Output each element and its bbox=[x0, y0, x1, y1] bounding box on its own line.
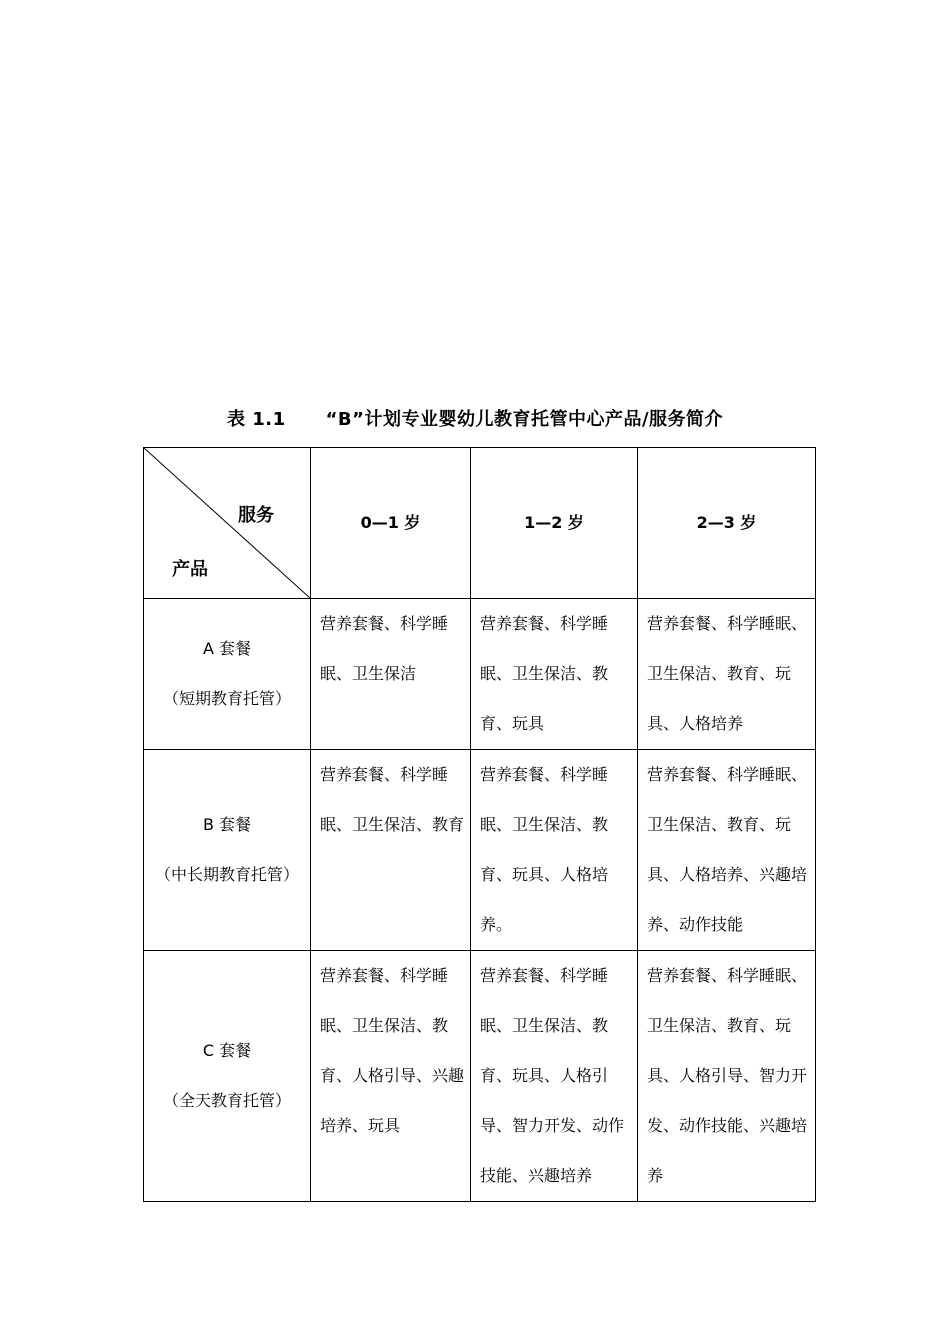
package-name: B 套餐 bbox=[202, 815, 252, 834]
corner-label-service: 服务 bbox=[238, 505, 274, 526]
column-header-age-1-2: 1—2 岁 bbox=[471, 448, 638, 599]
service-cell: 营养套餐、科学睡眠、卫生保洁、教育 bbox=[311, 750, 471, 951]
table-caption bbox=[0, 405, 950, 431]
service-cell: 营养套餐、科学睡眠、卫生保洁、教育、玩具 bbox=[471, 599, 638, 750]
package-subtitle: （中长期教育托管） bbox=[154, 865, 299, 884]
header-row bbox=[144, 448, 816, 599]
table-title: “B”计划专业婴幼儿教育托管中心产品/服务简介 bbox=[325, 409, 724, 430]
service-cell: 营养套餐、科学睡眠、卫生保洁、教育、人格引导、兴趣培养、玩具 bbox=[311, 951, 471, 1202]
package-name: C 套餐 bbox=[202, 1041, 252, 1060]
package-cell-b bbox=[144, 750, 311, 951]
table-row bbox=[144, 599, 816, 750]
table-number: 表 1.1 bbox=[226, 409, 286, 430]
service-cell: 营养套餐、科学睡眠、卫生保洁、教育、玩具、人格培养 bbox=[638, 599, 816, 750]
package-cell-c bbox=[144, 951, 311, 1202]
column-header-age-2-3: 2—3 岁 bbox=[638, 448, 816, 599]
service-cell: 营养套餐、科学睡眠、卫生保洁、教育、玩具、人格引导、智力开发、动作技能、兴趣培养 bbox=[638, 951, 816, 1202]
service-table bbox=[143, 447, 816, 1202]
diagonal-line bbox=[144, 448, 310, 598]
service-cell: 营养套餐、科学睡眠、卫生保洁 bbox=[311, 599, 471, 750]
table-row bbox=[144, 951, 816, 1202]
package-cell-a bbox=[144, 599, 311, 750]
service-cell: 营养套餐、科学睡眠、卫生保洁、教育、玩具、人格引导、智力开发、动作技能、兴趣培养 bbox=[471, 951, 638, 1202]
column-header-age-0-1: 0—1 岁 bbox=[311, 448, 471, 599]
corner-label-product: 产品 bbox=[172, 559, 208, 580]
service-cell: 营养套餐、科学睡眠、卫生保洁、教育、玩具、人格培养、兴趣培养、动作技能 bbox=[638, 750, 816, 951]
corner-cell bbox=[144, 448, 311, 599]
service-cell: 营养套餐、科学睡眠、卫生保洁、教育、玩具、人格培养。 bbox=[471, 750, 638, 951]
package-subtitle: （全天教育托管） bbox=[162, 1091, 291, 1110]
table-row bbox=[144, 750, 816, 951]
package-name: A 套餐 bbox=[202, 639, 252, 658]
package-subtitle: （短期教育托管） bbox=[162, 689, 291, 708]
